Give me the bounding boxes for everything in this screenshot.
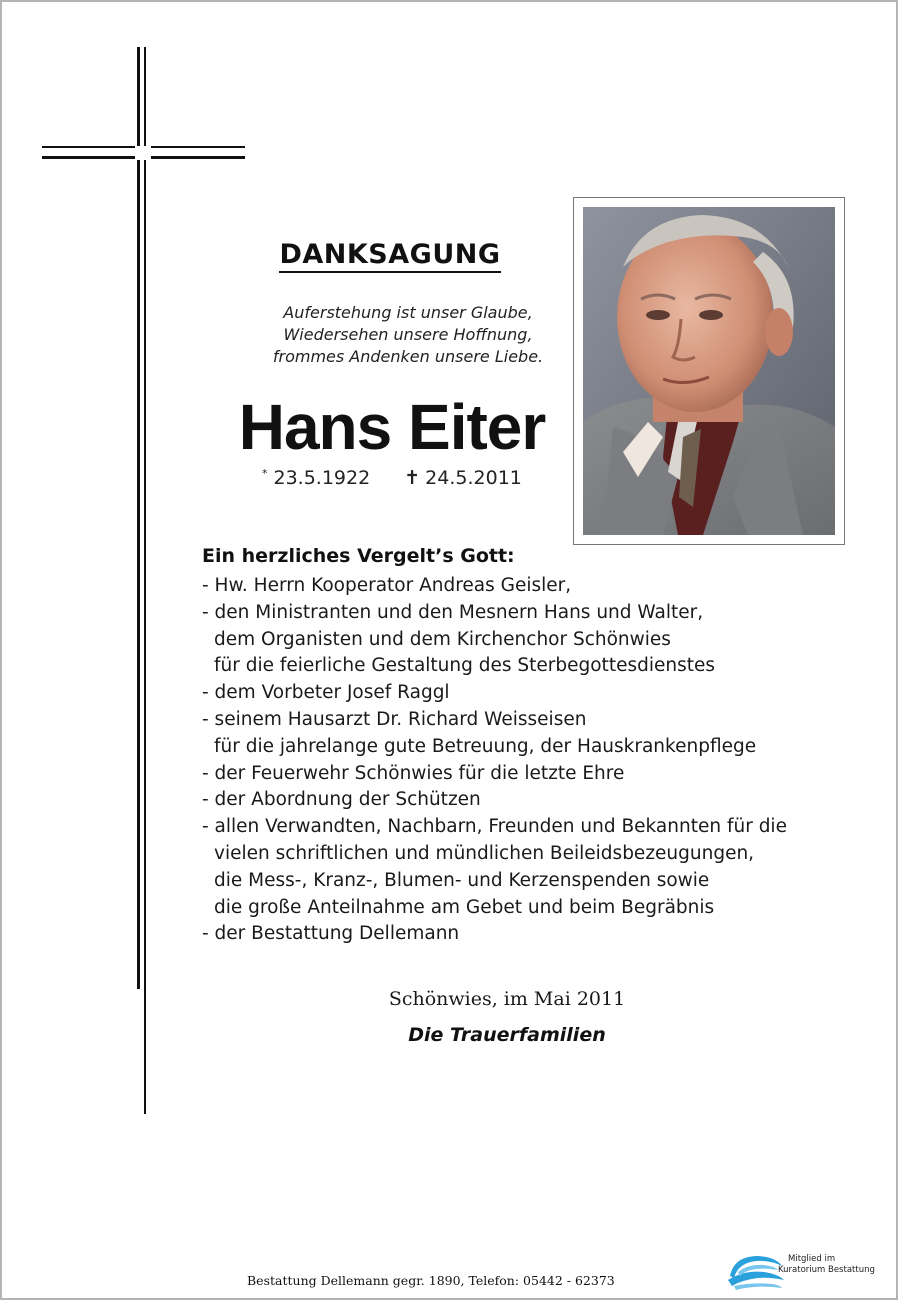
life-dates [262,467,522,489]
birth-date-group [262,467,370,489]
verse-line: Auferstehung ist unser Glaube, [283,303,533,322]
thanks-list [202,573,842,948]
footer-text: Bestattung Dellemann gegr. 1890, Telefon: 05442 - 62373 [247,1273,615,1288]
birth-date: 23.5.1922 [273,467,371,489]
verse [222,302,594,368]
list-item: - allen Verwandten, Nachbarn, Freunden und Bekannten für die [202,816,787,838]
verse-line: frommes Andenken unsere Liebe. [272,347,544,366]
death-date: 24.5.2011 [425,467,522,489]
list-item: - dem Vorbeter Josef Raggl [202,682,450,704]
place-date: Schönwies, im Mai 2011 [388,988,626,1010]
latin-cross-icon [137,47,149,1114]
list-item: vielen schriftlichen und mündlichen Beileidsbezeugungen, [214,842,755,864]
thanks-heading: Ein herzliches Vergelt’s Gott: [202,545,515,567]
kuratorium-logo-icon [724,1250,786,1290]
list-item: - der Bestattung Dellemann [202,923,460,945]
member-line: Mitglied im [788,1254,836,1264]
notice-heading: DANKSAGUNG [222,239,558,270]
list-item: die große Anteilnahme am Gebet und beim Begräbnis [214,896,715,918]
portrait-photo [583,207,835,535]
list-item: dem Organisten und dem Kirchenchor Schönwies [214,628,671,650]
list-item: für die jahrelange gute Betreuung, der Hauskrankenpflege [214,735,757,757]
member-note [778,1254,875,1276]
member-line: Kuratorium Bestattung [778,1265,875,1275]
list-item: die Mess-, Kranz-, Blumen- und Kerzenspenden sowie [214,869,710,891]
list-item: für die feierliche Gestaltung des Sterbegottesdienstes [214,655,715,677]
birth-star-icon: * [262,467,268,480]
verse-line: Wiedersehen unsere Hoffnung, [283,325,533,344]
death-date-group [404,467,522,489]
list-item: - der Abordnung der Schützen [202,789,481,811]
deceased-name: Hans Eiter [238,391,546,463]
list-item: - seinem Hausarzt Dr. Richard Weisseisen [202,708,587,730]
signature: Die Trauerfamilien [408,1024,606,1046]
list-item: - den Ministranten und den Mesnern Hans und Walter, [202,601,704,623]
list-item: - der Feuerwehr Schönwies für die letzte Ehre [202,762,625,784]
cross-center [135,146,151,160]
list-item: - Hw. Herrn Kooperator Andreas Geisler, [202,575,572,596]
death-cross-icon: ✝ [404,467,421,489]
